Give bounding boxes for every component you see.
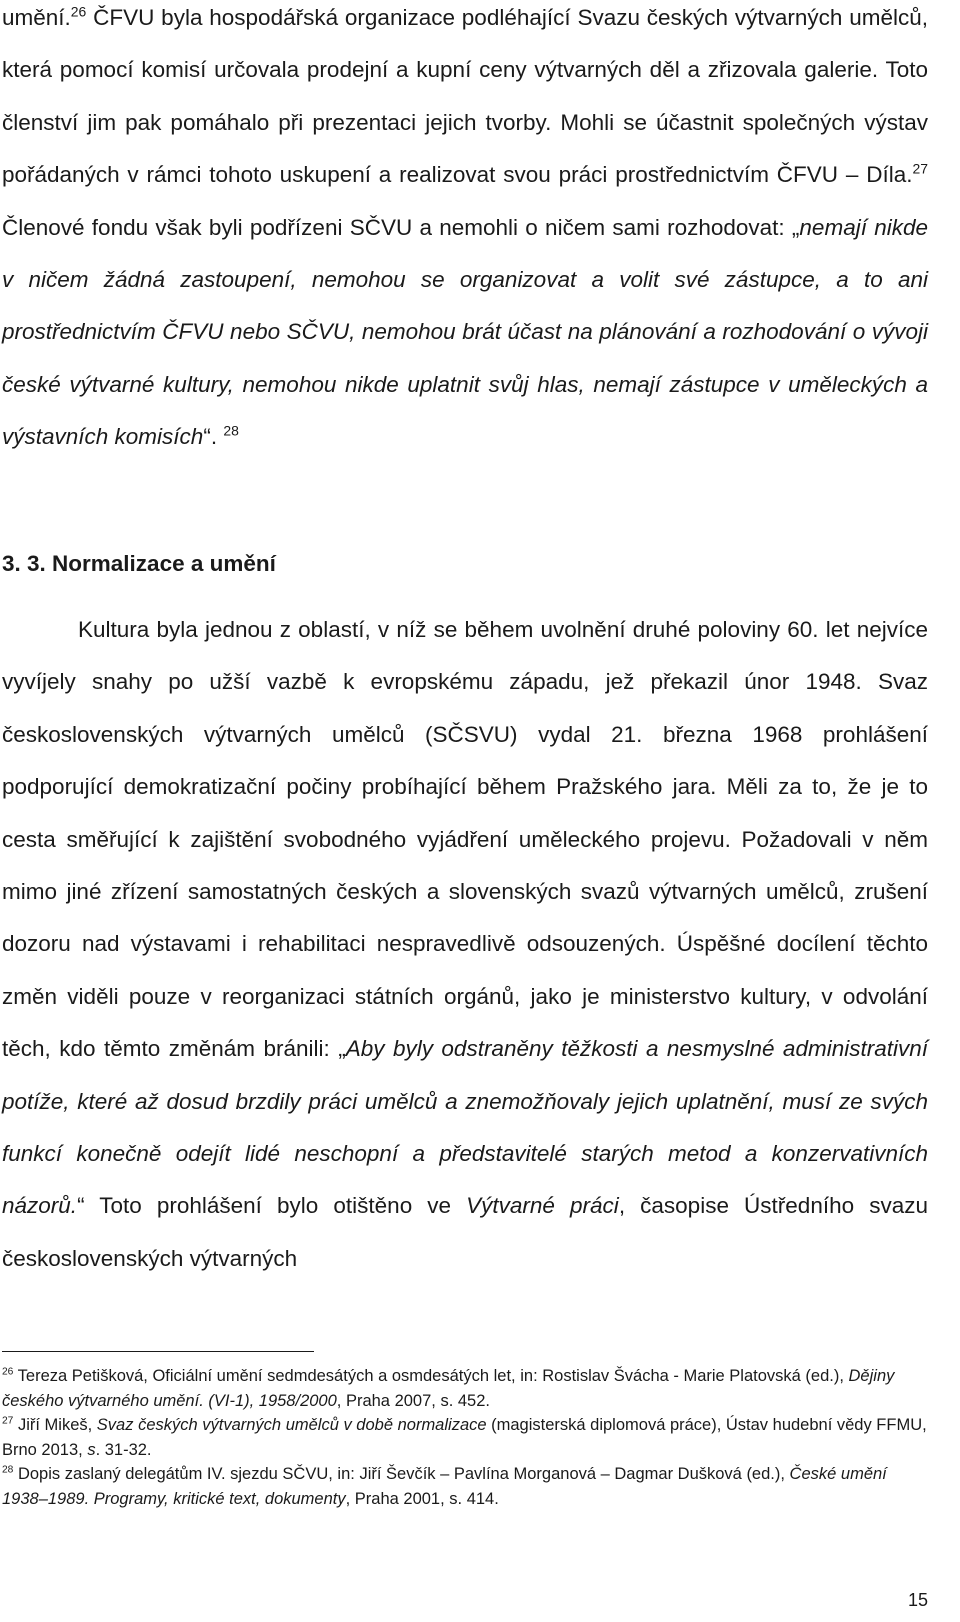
text-run: “. [203, 424, 224, 450]
page-number: 15 [907, 1590, 928, 1610]
footnote-ref-27: 27 [912, 160, 928, 177]
quotation: nemají nikde v ničem žádná zastoupení, nemohou se organizovat a volit své zástupce, a to ani prostřednictvím ČFVU nebo SČVU, nemohou brát účast na plánování a rozhodování o vývoji české výtvarné kultury, nemohou nikde uplatnit svůj hlas, nemají zástupce v uměleckých a výstavních komisích [2, 214, 928, 450]
footnote-number: 27 [2, 1415, 14, 1427]
footnote-number: 26 [2, 1366, 14, 1378]
text-run: (magisterská diplomová práce), Ústav hudební vědy FFMU, Brno 2013, [2, 1416, 927, 1459]
text-run: Jiří Mikeš, [13, 1416, 97, 1435]
footnote-number: 28 [2, 1464, 14, 1476]
text-run: Tereza Petišková, Oficiální umění sedmdesátých a osmdesátých let, in: Rostislav Švácha - Marie Platovská (ed.), [13, 1367, 849, 1385]
footnote-28 [2, 1462, 928, 1511]
text-run: Kultura byla jednou z oblastí, v níž se během uvolnění druhé poloviny 60. let nejvíce vyvíjely snahy po užší vazbě k evropskému západu, jež překazil únor 1948. Svaz československých výtvarných umělců (SČSVU) vydal 21. března 1968 prohlášení podporující demokratizační počiny probíhající během Pražského jara. Měli za to, že je to cesta směřující k zajištění svobodného vyjádření uměleckého projevu. Požadovali v něm mimo jiné zřízení samostatných českých a slovenských svazů výtvarných umělců, zrušení dozoru nad výstavami i rehabilitaci nespravedlivě odsouzených. Úspěšné docílení těchto změn viděli pouze v reorganizaci státních orgánů, jako je ministerstvo kultury, v odvolání těch, kdo těmto změnám bránili: „ [2, 617, 928, 1062]
text-run: , Praha 2001, s. 414. [345, 1489, 499, 1508]
text-run: Členové fondu však byli podřízeni SČVU a nemohli o ničem sami rozhodovat: „ [2, 214, 800, 240]
section-heading: 3. 3. Normalizace a umění [2, 551, 276, 576]
footnote-separator [2, 1351, 314, 1352]
footnote-27 [2, 1413, 928, 1462]
text-run: s [87, 1440, 96, 1459]
book-title: České umění 1938–1989. Programy, kritické text, dokumenty [2, 1465, 887, 1508]
body-paragraph [2, 604, 928, 1285]
text-run: ČFVU byla hospodářská organizace podléhající Svazu českých výtvarných umělců, která pomocí komisí určovala prodejní a kupní ceny výtvarných děl a zřizovala galerie. Toto členství jim pak pomáhalo při prezentaci jejich tvorby. Mohli se účastnit společných výstav pořádaných v rámci tohoto uskupení a realizovat svou práci prostřednictvím ČFVU – Díla. [2, 5, 928, 188]
text-run: “ Toto prohlášení bylo otištěno ve [77, 1193, 467, 1219]
book-title: Dějiny českého výtvarného umění. (VI-1), 1958/2000 [2, 1367, 895, 1410]
thesis-title: Svaz českých výtvarných umělců v době normalizace [96, 1416, 487, 1435]
journal-title: Výtvarné práci [466, 1193, 619, 1219]
text-run: , Praha 2007, s. 452. [336, 1391, 490, 1410]
text-run: umění. [2, 5, 71, 30]
text-run: . 31-32. [95, 1440, 152, 1459]
body-paragraph [2, 0, 928, 464]
text-run: Dopis zaslaný delegátům IV. sjezdu SČVU, in: Jiří Ševčík – Pavlína Morganová – Dagmar Dušková (ed.), [13, 1465, 790, 1484]
text-run: , časopise Ústředního svazu československých výtvarných [2, 1193, 928, 1271]
footnotes [2, 1364, 928, 1512]
footnote-ref-26: 26 [70, 3, 87, 20]
footnote-26 [2, 1364, 928, 1413]
footnote-ref-28: 28 [223, 422, 239, 439]
quotation: Aby byly odstraněny těžkosti a nesmyslné administrativní potíže, které až dosud brzdily práci umělců a znemožňovaly jejich uplatnění, musí ze svých funkcí konečně odejít lidé neschopní a představitelé starých metod a konzervativních názorů. [2, 1036, 928, 1219]
